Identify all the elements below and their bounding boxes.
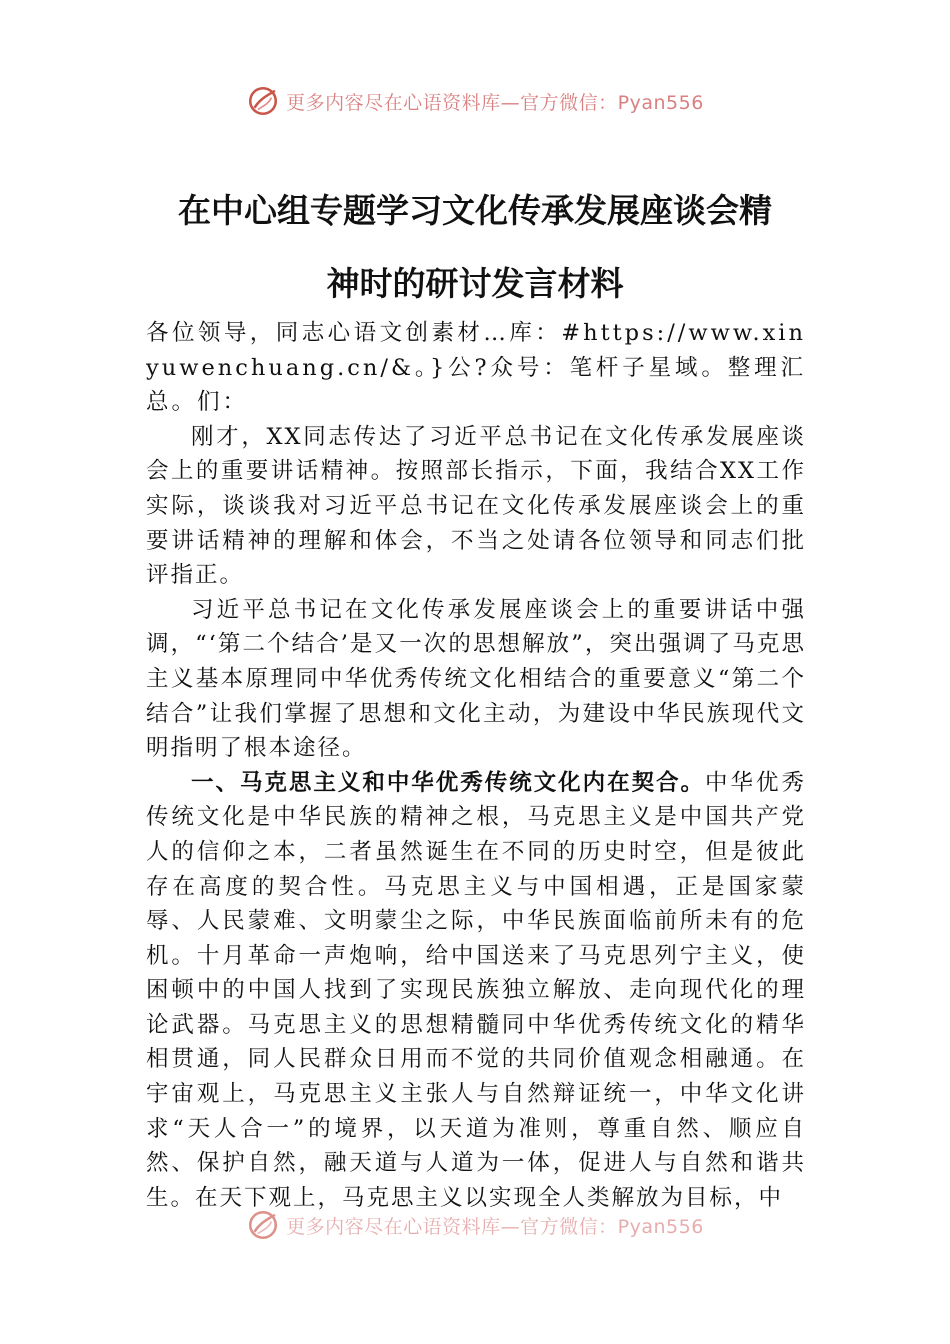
document-title-line2: 神时的研讨发言材料 — [326, 264, 624, 303]
salutation: 各位领导，同志心语文创素材…库：#https://www.xinyuwenchuang.cn/&。}公?众号：笔杆子星域。整理汇总。们： — [146, 320, 806, 416]
section-1-paragraph — [146, 766, 806, 1216]
section-1-heading: 一、马克思主义和中华优秀传统文化内在契合。 — [191, 769, 706, 796]
brush-logo-icon — [246, 1208, 280, 1242]
section-1-body: 中华优秀传统文化是中华民族的精神之根，马克思主义是中国共产党人的信仰之本，二者虽然诞生在不同的历史时空，但是彼此存在高度的契合性。马克思主义与中国相遇，正是国家蒙辱、人民蒙难、文明蒙尘之际，中华民族面临前所未有的危机。十月革命一声炮响，给中国送来了马克思列宁主义，使困顿中的中国人找到了实现民族独立解放、走向现代化的理论武器。马克思主义的思想精髓同中华优秀传统文化的精华相贯通，同人民群众日用而不觉的共同价值观念相融通。在宇宙观上，马克思主义主张人与自然辩证统一，中华文化讲求“天人合一”的境界，以天道为准则，尊重自然、顺应自然、保护自然，融天道与人道为一体，促进人与自然和谐共生。在天下观上，马克思主义以实现全人类解放为目标，中 — [146, 769, 806, 1211]
brush-logo-icon — [246, 84, 280, 118]
document-title-line1: 在中心组专题学习文化传承发展座谈会精 — [178, 191, 772, 230]
document-body — [146, 316, 806, 1216]
paragraph-2: 习近平总书记在文化传承发展座谈会上的重要讲话中强调，“‘第二个结合’是又一次的思想解放”，突出强调了马克思主义基本原理同中华优秀传统文化相结合的重要意义“第二个结合”让我们掌握了思想和文化主动，为建设中华民族现代文明指明了根本途径。 — [146, 596, 806, 762]
paragraph-1: 刚才，XX同志传达了习近平总书记在文化传承发展座谈会上的重要讲话精神。按照部长指示，下面，我结合XX工作实际，谈谈我对习近平总书记在文化传承发展座谈会上的重要讲话精神的理解和体会，不当之处请各位领导和同志们批评指正。 — [146, 423, 806, 589]
watermark-bottom — [0, 1208, 950, 1242]
watermark-top — [0, 84, 950, 118]
watermark-text: 更多内容尽在心语资料库—官方微信：Pyan556 — [286, 91, 704, 114]
watermark-text: 更多内容尽在心语资料库—官方微信：Pyan556 — [286, 1215, 704, 1238]
